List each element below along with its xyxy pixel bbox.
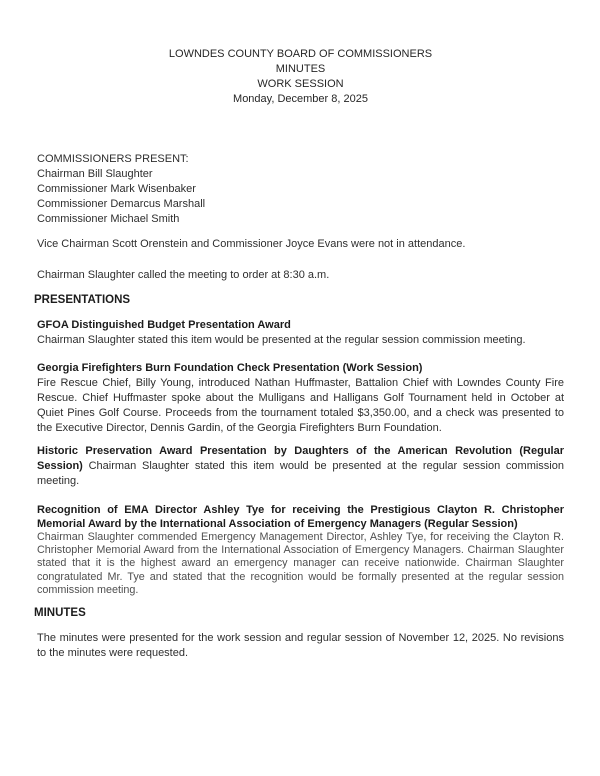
commissioner-name: Chairman Bill Slaughter (37, 168, 153, 180)
presentation-item-paragraph (37, 444, 564, 489)
call-to-order-note: Chairman Slaughter called the meeting to order at 8:30 a.m. (37, 269, 330, 281)
document-date: Monday, December 8, 2025 (233, 93, 368, 105)
presentation-item-firefighters (37, 361, 564, 436)
presentation-item-gfoa (37, 318, 564, 348)
presentation-item-title: Historic Preservation Award Presentation by Daughters of the American Revolution (Regular Session) (37, 445, 564, 472)
document-header (37, 47, 564, 107)
commissioners-present-label: COMMISSIONERS PRESENT: (37, 153, 189, 165)
presentation-item-historic (37, 444, 564, 489)
presentation-item-body: Chairman Slaughter stated this item would be presented at the regular session commission meeting. (37, 460, 564, 487)
presentation-item-body: Fire Rescue Chief, Billy Young, introduced Nathan Huffmaster, Battalion Chief with Lowndes County Fire Rescue. Chief Huffmaster spoke about the Mulligans and Halligans Golf Tournament held in October at Quiet Pines Golf Course. Proceeds from the tournament totaled $3,350.00, and a check was presented to the Executive Director, Dennis Gardin, of the Georgia Firefighters Burn Foundation. (37, 377, 564, 434)
presentation-item-ema-recognition (37, 503, 564, 597)
presentation-item-title: Georgia Firefighters Burn Foundation Check Presentation (Work Session) (37, 362, 423, 374)
presentation-item-title: GFOA Distinguished Budget Presentation Award (37, 319, 291, 331)
absent-commissioners-note: Vice Chairman Scott Orenstein and Commissioner Joyce Evans were not in attendance. (37, 238, 466, 250)
presentation-item-body: Chairman Slaughter stated this item would be presented at the regular session commission meeting. (37, 334, 526, 346)
document-title: LOWNDES COUNTY BOARD OF COMMISSIONERS (168, 48, 433, 60)
commissioner-name: Commissioner Demarcus Marshall (37, 198, 206, 210)
minutes-section-body: The minutes were presented for the work session and regular session of November 12, 2025. No revisions to the minutes were requested. (37, 632, 564, 660)
presentation-item-title: Recognition of EMA Director Ashley Tye for receiving the Prestigious Clayton R. Christopher Memorial Award by the International Association of Emergency Managers (Regular Session) (37, 504, 564, 530)
presentation-item-body: Chairman Slaughter commended Emergency Management Director, Ashley Tye, for receiving the Clayton R. Christopher Memorial Award from the International Association of Emergency Managers. Chairman Slaughter stated that it is the highest award an emergency manager can receive nationwide. Chairman Slaughter congratulated Mr. Tye and stated that the recognition would be formally presented at the regular session commission meeting. (37, 531, 564, 596)
commissioners-present-list (37, 152, 564, 227)
commissioner-name: Commissioner Michael Smith (37, 213, 180, 225)
commissioner-name: Commissioner Mark Wisenbaker (37, 183, 196, 195)
document-subtitle-minutes: MINUTES (275, 63, 326, 75)
section-heading-presentations: PRESENTATIONS (34, 294, 131, 306)
section-heading-minutes: MINUTES (34, 607, 86, 620)
document-subtitle-session: WORK SESSION (257, 78, 344, 90)
